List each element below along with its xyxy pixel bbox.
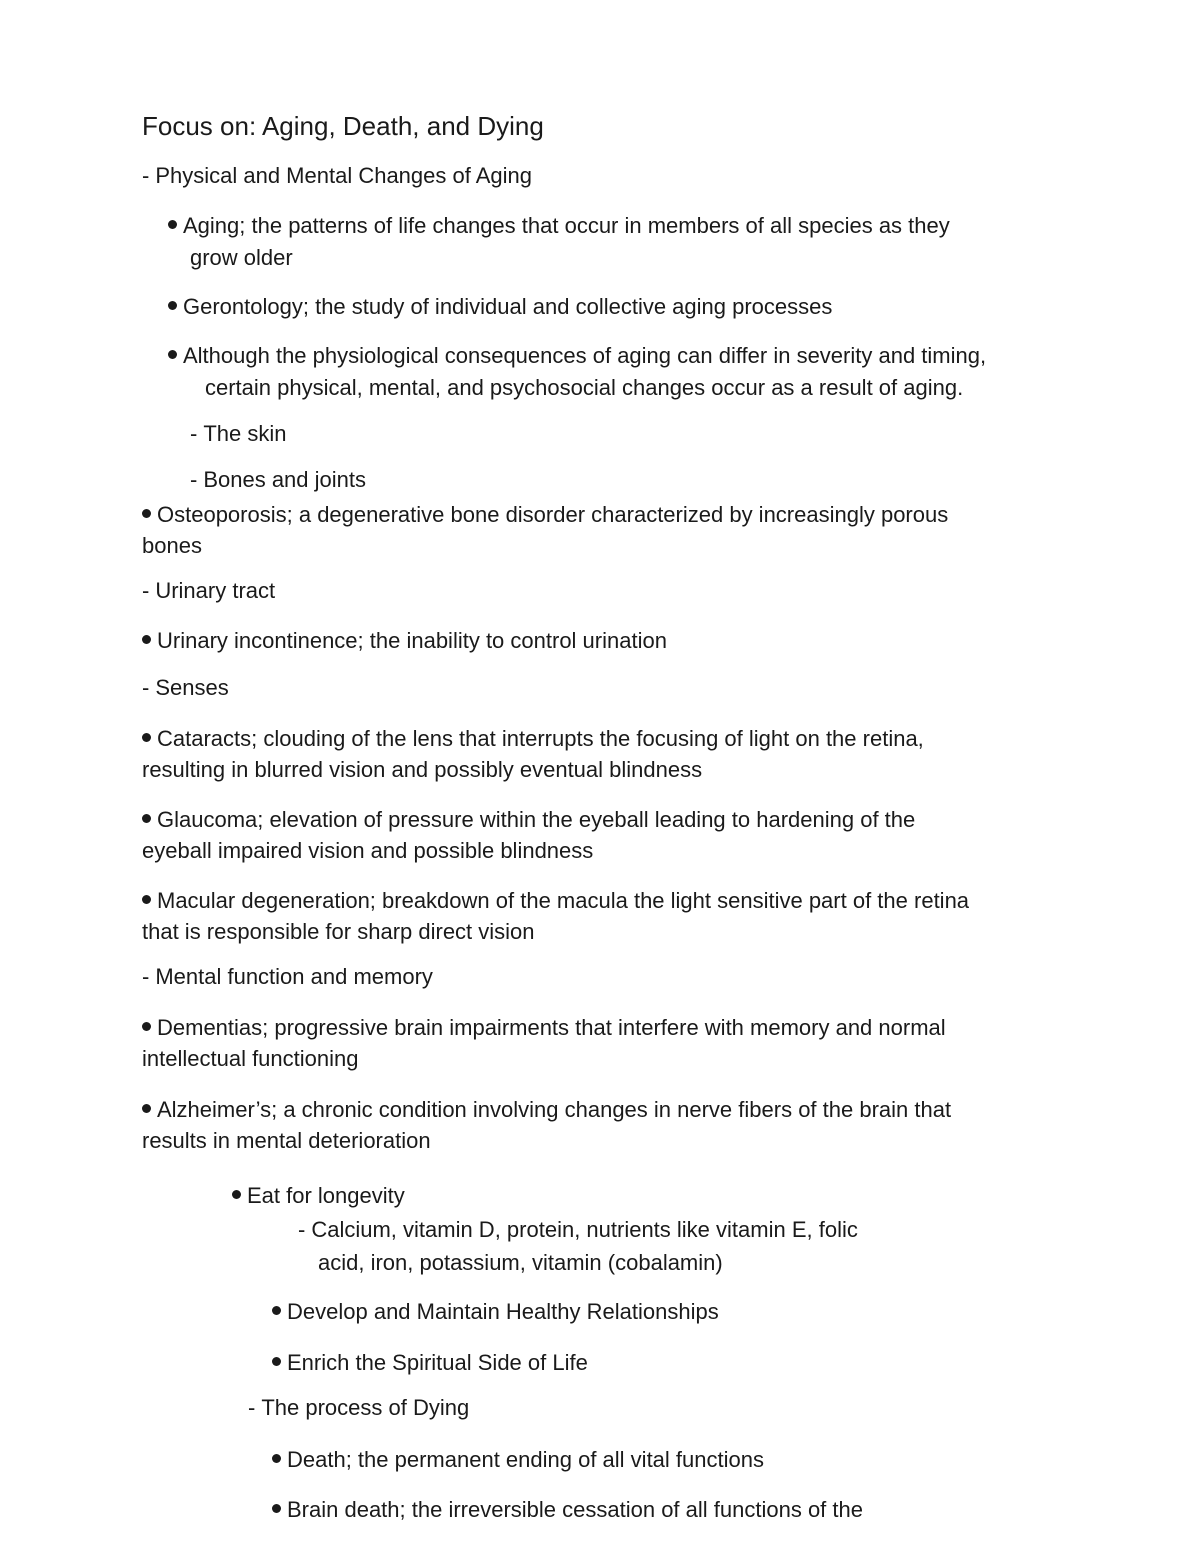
line-text: The process of Dying <box>261 1395 470 1420</box>
bullet-item <box>168 210 950 241</box>
line-text: Physical and Mental Changes of Aging <box>155 163 533 188</box>
dash-marker: - <box>142 964 150 989</box>
bullet-continuation: resulting in blurred vision and possibly eventual blindness <box>142 757 703 782</box>
bullet-icon <box>168 350 177 359</box>
line-text: Death; the permanent ending of all vital functions <box>287 1447 764 1472</box>
sub-heading <box>142 672 229 703</box>
bullet-continuation: that is responsible for sharp direct vision <box>142 919 535 944</box>
bullet-icon <box>142 733 151 742</box>
line-text: Aging; the patterns of life changes that occur in members of all species as they <box>183 213 950 238</box>
line-text: Cataracts; clouding of the lens that interrupts the focusing of light on the retina, <box>157 726 924 751</box>
sub-heading <box>142 575 275 606</box>
bullet-continuation: bones <box>142 533 202 558</box>
bullet-item <box>142 885 969 916</box>
sub-heading <box>248 1392 469 1423</box>
bullet-item <box>142 804 915 835</box>
dash-marker: - <box>298 1217 306 1242</box>
line-text: Glaucoma; elevation of pressure within the eyeball leading to hardening of the <box>157 807 916 832</box>
line-text: Macular degeneration; breakdown of the macula the light sensitive part of the retina <box>157 888 970 913</box>
line-text: Enrich the Spiritual Side of Life <box>287 1350 588 1375</box>
bullet-icon <box>142 1104 151 1113</box>
bullet-item <box>232 1180 405 1211</box>
dash-marker: - <box>142 163 150 188</box>
line-text: Mental function and memory <box>155 964 433 989</box>
bullet-item <box>142 499 948 530</box>
bullet-continuation: results in mental deterioration <box>142 1128 431 1153</box>
bullet-icon <box>168 220 177 229</box>
page-title: Focus on: Aging, Death, and Dying <box>142 111 544 141</box>
bullet-icon <box>232 1190 241 1199</box>
bullet-icon <box>272 1454 281 1463</box>
line-text: Eat for longevity <box>247 1183 405 1208</box>
section-heading <box>142 160 532 191</box>
bullet-item <box>168 291 832 322</box>
bullet-continuation: grow older <box>190 245 293 270</box>
bullet-icon <box>142 814 151 823</box>
dash-marker: - <box>142 675 150 700</box>
bullet-item <box>142 1012 946 1043</box>
bullet-icon <box>142 509 151 518</box>
bullet-item <box>142 1094 951 1125</box>
line-text: Osteoporosis; a degenerative bone disorder characterized by increasingly porous <box>157 502 949 527</box>
line-text: Bones and joints <box>203 467 366 492</box>
line-text: Although the physiological consequences of aging can differ in severity and timing, <box>183 343 987 368</box>
line-text: Urinary incontinence; the inability to control urination <box>157 628 667 653</box>
line-text: Develop and Maintain Healthy Relationships <box>287 1299 719 1324</box>
dash-marker: - <box>142 578 150 603</box>
sub-heading <box>298 1214 858 1245</box>
bullet-continuation: eyeball impaired vision and possible blindness <box>142 838 594 863</box>
bullet-continuation: certain physical, mental, and psychosocial changes occur as a result of aging. <box>205 375 964 400</box>
bullet-icon <box>168 301 177 310</box>
line-text: The skin <box>203 421 287 446</box>
bullet-icon <box>272 1306 281 1315</box>
bullet-item <box>272 1347 588 1378</box>
sub-heading <box>142 961 433 992</box>
line-text: Alzheimer’s; a chronic condition involving changes in nerve fibers of the brain that <box>157 1097 952 1122</box>
bullet-icon <box>142 1022 151 1031</box>
dash-marker: - <box>190 421 198 446</box>
sub-heading <box>190 464 366 495</box>
line-text: Gerontology; the study of individual and collective aging processes <box>183 294 833 319</box>
bullet-item <box>142 625 667 656</box>
bullet-icon <box>142 895 151 904</box>
bullet-icon <box>142 635 151 644</box>
bullet-item <box>168 340 986 371</box>
line-text: Calcium, vitamin D, protein, nutrients like vitamin E, folic <box>311 1217 858 1242</box>
bullet-item <box>142 723 924 754</box>
bullet-icon <box>272 1504 281 1513</box>
line-text: Dementias; progressive brain impairments that interfere with memory and normal <box>157 1015 946 1040</box>
bullet-continuation: intellectual functioning <box>142 1046 359 1071</box>
line-text: Senses <box>155 675 229 700</box>
dash-marker: - <box>248 1395 256 1420</box>
line-text: Urinary tract <box>155 578 276 603</box>
dash-marker: - <box>190 467 198 492</box>
bullet-icon <box>272 1357 281 1366</box>
line-text: Brain death; the irreversible cessation of all functions of the <box>287 1497 863 1522</box>
sub-continuation: acid, iron, potassium, vitamin (cobalamin) <box>318 1250 723 1275</box>
sub-heading <box>190 418 286 449</box>
bullet-item <box>272 1444 764 1475</box>
bullet-item <box>272 1494 863 1525</box>
bullet-item <box>272 1296 719 1327</box>
